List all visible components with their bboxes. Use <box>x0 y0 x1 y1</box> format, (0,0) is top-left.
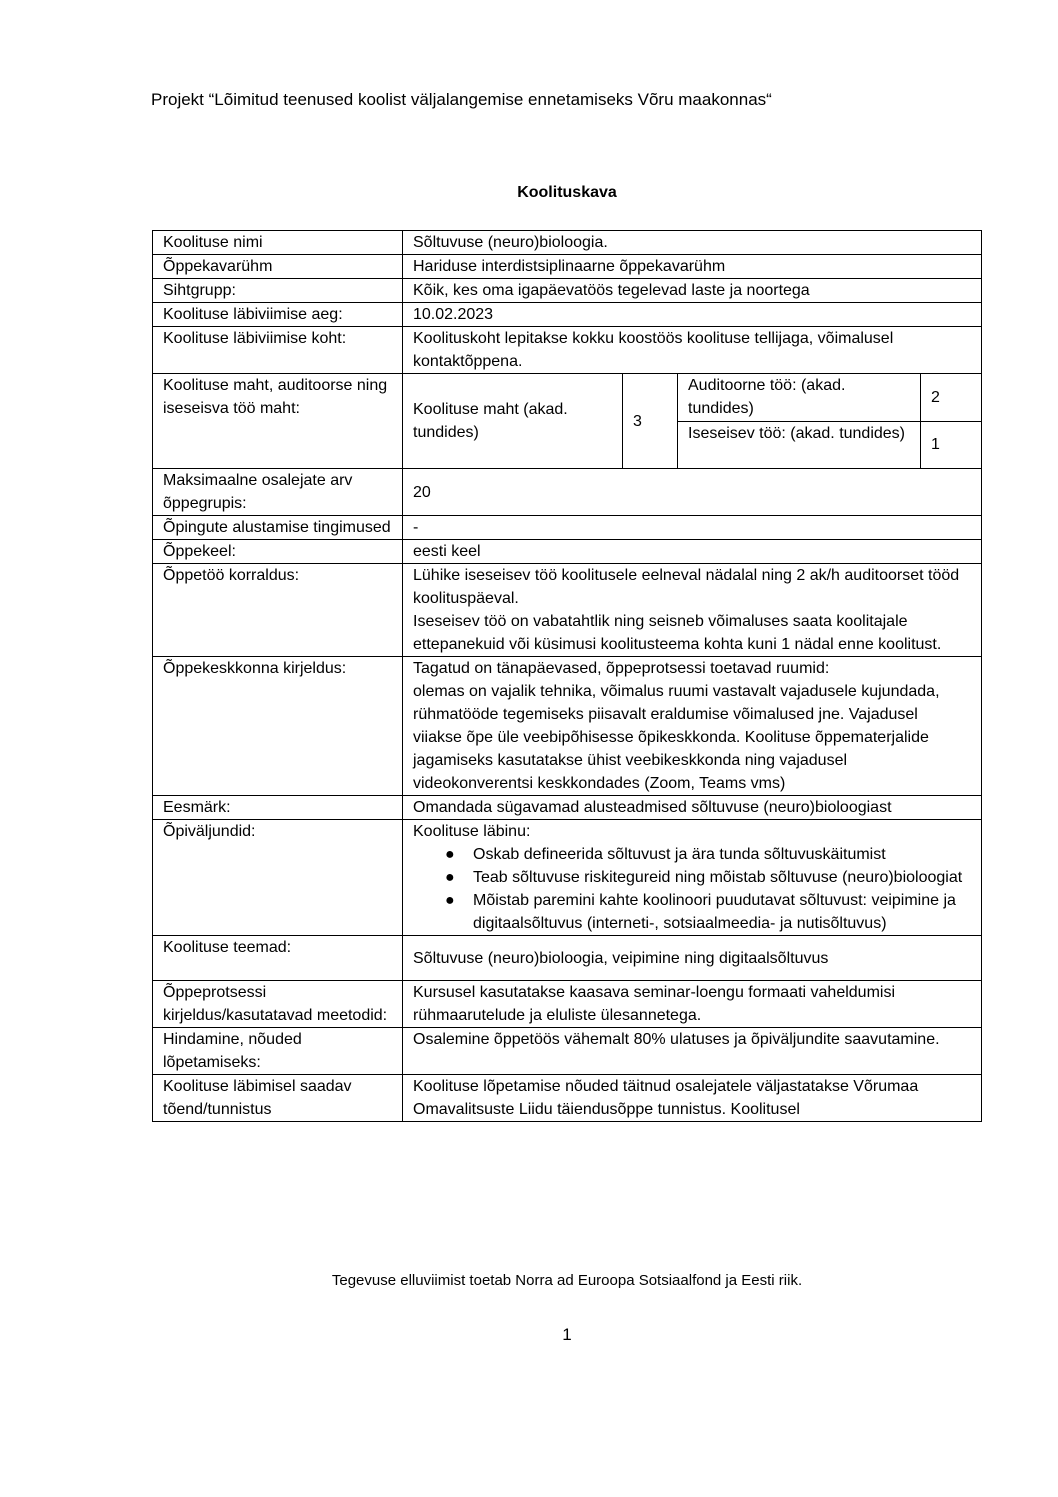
paragraph: olemas on vajalik tehnika, võimalus ruumi vastavalt vajadusele kujundada, rühmatööde tegemiseks piisavalt eraldumise võimalused jne. Vajadusel viiakse õpe üle veebipõhisesse õpikeskkonda. Koolituse õppematerjalide jagamiseks kasutatakse ühist veebikeskkonda ning vajadusel videokonverentsi keskkondades (Zoom, Teams vms) <box>413 683 940 792</box>
table-row <box>153 981 982 1028</box>
project-header: Projekt “Lõimitud teenused koolist väljalangemise ennetamiseks Võru maakonnas“ <box>151 90 772 109</box>
auditoorne-value: 2 <box>921 374 982 422</box>
row-label: Õppekeel: <box>153 540 403 564</box>
row-value: 10.02.2023 <box>403 303 982 327</box>
row-value: Kursusel kasutatakse kaasava seminar-loengu formaati vaheldumisi rühmaarutelude ja eluliste ülesannetega. <box>403 981 982 1028</box>
row-value <box>403 820 982 936</box>
row-value: - <box>403 516 982 540</box>
row-label: Koolituse nimi <box>153 231 403 255</box>
table-row <box>153 469 982 516</box>
row-label: Koolituse maht, auditoorse ning iseseisva töö maht: <box>153 374 403 469</box>
bullet-icon: ● <box>445 869 455 886</box>
row-label: Õppekavarühm <box>153 255 403 279</box>
table-row <box>153 820 982 936</box>
row-label: Õpingute alustamise tingimused <box>153 516 403 540</box>
row-label: Maksimaalne osalejate arv õppegrupis: <box>153 469 403 516</box>
row-value: Kõik, kes oma igapäevatöös tegelevad laste ja noortega <box>403 279 982 303</box>
row-value: Koolituse lõpetamise nõuded täitnud osalejatele väljastatakse Võrumaa Omavalitsuste Liidu täiendusõppe tunnistus. Koolitusel <box>403 1075 982 1122</box>
row-label: Õppekeskkonna kirjeldus: <box>153 657 403 796</box>
table-row <box>153 564 982 657</box>
row-label: Koolituse läbiviimise koht: <box>153 327 403 374</box>
table-row <box>153 1075 982 1122</box>
maht-value: 3 <box>623 374 678 469</box>
iseseisev-label: Iseseisev töö: (akad. tundides) <box>678 421 921 469</box>
bullet-icon: ● <box>445 892 455 909</box>
table-row <box>153 1028 982 1075</box>
row-value: Koolituskoht lepitakse kokku koostöös koolituse tellijaga, võimalusel kontaktõppena. <box>403 327 982 374</box>
table-row <box>153 327 982 374</box>
row-value: Sõltuvuse (neuro)bioloogia, veipimine ning digitaalsõltuvus <box>403 936 982 981</box>
row-label: Koolituse teemad: <box>153 936 403 981</box>
row-label: Õppeprotsessi kirjeldus/kasutatavad meetodid: <box>153 981 403 1028</box>
table-row <box>153 657 982 796</box>
paragraph: Tagatud on tänapäevased, õppeprotsessi toetavad ruumid: <box>413 660 830 677</box>
row-value: eesti keel <box>403 540 982 564</box>
row-value: Osalemine õppetöös vähemalt 80% ulatuses ja õpiväljundite saavutamine. <box>403 1028 982 1075</box>
table-row <box>153 540 982 564</box>
paragraph: Iseseisev töö on vabatahtlik ning seisneb võimaluses saata koolitajale ettepanekuid või küsimusi koolitusteema kohta kuni 1 nädal enne koolitust. <box>413 613 942 653</box>
row-label: Õpiväljundid: <box>153 820 403 936</box>
iseseisev-value: 1 <box>921 421 982 469</box>
table-row <box>153 516 982 540</box>
row-label: Koolituse läbiviimise aeg: <box>153 303 403 327</box>
row-label: Õppetöö korraldus: <box>153 564 403 657</box>
bullet-icon: ● <box>445 846 455 863</box>
document-title: Koolituskava <box>517 184 617 201</box>
table-row <box>153 936 982 981</box>
row-value <box>403 657 982 796</box>
table-row <box>153 279 982 303</box>
maht-label: Koolituse maht (akad. tundides) <box>403 374 623 469</box>
funding-footer: Tegevuse elluviimist toetab Norra ad Euroopa Sotsiaalfond ja Eesti riik. <box>331 1272 803 1289</box>
row-label: Hindamine, nõuded lõpetamiseks: <box>153 1028 403 1075</box>
table-row <box>153 231 982 255</box>
paragraph: Lühike iseseisev töö koolitusele eelneval nädalal ning 2 ak/h auditoorset tööd koolituspäeval. <box>413 567 960 607</box>
table-row <box>153 374 982 422</box>
outcomes-intro: Koolituse läbinu: <box>413 823 531 840</box>
row-value: Omandada sügavamad alusteadmised sõltuvuse (neuro)bioloogiast <box>403 796 982 820</box>
list-item: ● Teab sõltuvuse riskitegureid ning mõistab sõltuvuse (neuro)bioloogiat <box>473 866 971 889</box>
row-value: 20 <box>403 469 982 516</box>
page-number: 1 <box>562 1325 572 1344</box>
auditoorne-label: Auditoorne töö: (akad. tundides) <box>678 374 921 422</box>
row-label: Eesmärk: <box>153 796 403 820</box>
row-label: Koolituse läbimisel saadav tõend/tunnistus <box>153 1075 403 1122</box>
row-label: Sihtgrupp: <box>153 279 403 303</box>
row-value <box>403 564 982 657</box>
list-item: ● Oskab defineerida sõltuvust ja ära tunda sõltuvuskäitumist <box>473 843 971 866</box>
outcomes-list <box>413 843 971 935</box>
table-row <box>153 796 982 820</box>
table-row <box>153 303 982 327</box>
table-row <box>153 255 982 279</box>
row-value: Hariduse interdistsiplinaarne õppekavarühm <box>403 255 982 279</box>
training-plan-table <box>152 230 982 1122</box>
row-value: Sõltuvuse (neuro)bioloogia. <box>403 231 982 255</box>
list-item: ● Mõistab paremini kahte koolinoori puudutavat sõltuvust: veipimine ja digitaalsõltuvus (interneti-, sotsiaalmeedia- ja nutisõltuvus) <box>473 889 971 935</box>
